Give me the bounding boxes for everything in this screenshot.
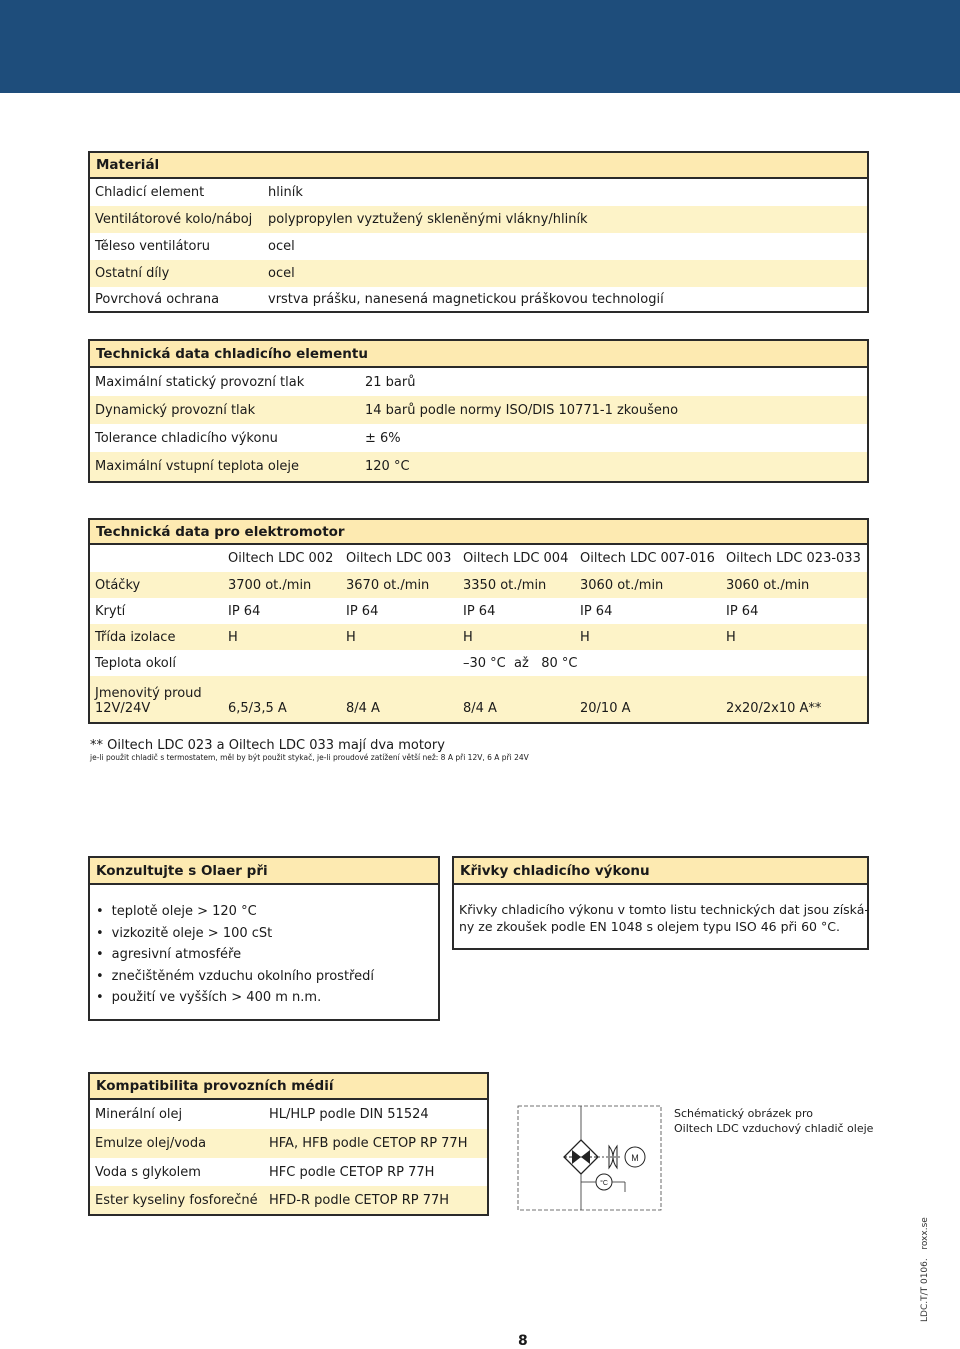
cooler-title: Technická data chladicího elementu (90, 341, 867, 368)
table-row (90, 368, 867, 396)
page-number: 8 (518, 1333, 528, 1349)
row-label: Povrchová ochrana (95, 291, 220, 307)
row-label: Dynamický provozní tlak (95, 402, 256, 418)
row-label: Krytí (95, 603, 126, 619)
table-row (90, 1100, 487, 1129)
cell: IP 64 (580, 603, 613, 619)
motor-title: Technická data pro elektromotor (90, 520, 867, 545)
row-value: ± 6% (365, 430, 401, 446)
list-item: • znečištěném vzduchu okolního prostředí (96, 966, 438, 988)
cell: 3670 ot./min (346, 577, 430, 593)
row-value: hliník (268, 185, 303, 200)
row-label: Ostatní díly (95, 266, 170, 281)
column-header: Oiltech LDC 023-033 (726, 551, 861, 566)
row-value: HFA, HFB podle CETOP RP 77H (269, 1136, 468, 1151)
row-label: Voda s glykolem (95, 1164, 201, 1180)
table-row (90, 287, 867, 311)
row-label: Otáčky (95, 577, 141, 593)
column-header: Oiltech LDC 003 (346, 551, 452, 566)
row-value: HL/HLP podle DIN 51524 (269, 1107, 429, 1122)
list-item: • teplotě oleje > 120 °C (96, 901, 438, 923)
row-label: Chladicí element (95, 185, 205, 200)
cell: 3060 ot./min (726, 577, 810, 593)
cell: H (463, 629, 473, 645)
cell: 3700 ot./min (228, 577, 312, 593)
table-row (90, 572, 867, 598)
row-value: ocel (268, 266, 295, 281)
cooler-data-table (88, 339, 869, 483)
row-label: Emulze olej/voda (95, 1136, 207, 1151)
row-value: HFC podle CETOP RP 77H (269, 1164, 435, 1180)
row-label: Minerální olej (95, 1107, 183, 1122)
table-row (90, 396, 867, 424)
cell: H (346, 629, 356, 645)
row-value: HFD-R podle CETOP RP 77H (269, 1192, 450, 1208)
cell: 2x20/2x10 A** (726, 701, 822, 716)
hydraulic-schematic (515, 1100, 665, 1215)
cell: IP 64 (463, 603, 496, 619)
row-label: Tolerance chladicího výkonu (95, 430, 278, 446)
row-label: Těleso ventilátoru (95, 239, 211, 254)
consult-title: Konzultujte s Olaer při (90, 858, 438, 885)
cell: H (580, 629, 590, 645)
row-value: 120 °C (365, 459, 410, 474)
cell: 8/4 A (346, 701, 380, 716)
consult-list (90, 901, 438, 1009)
motor-symbol: M (631, 1153, 639, 1163)
row-value: 14 barů podle normy ISO/DIS 10771-1 zkoušeno (365, 402, 679, 418)
row-label: Ester kyseliny fosforečné (95, 1192, 258, 1208)
footnote-main: ** Oiltech LDC 023 a Oiltech LDC 033 mají dva motory (90, 738, 445, 753)
list-item: • vizkozitě oleje > 100 cSt (96, 923, 438, 945)
cell: 20/10 A (580, 701, 631, 716)
column-header: Oiltech LDC 007-016 (580, 551, 715, 566)
row-label: Maximální vstupní teplota oleje (95, 459, 300, 474)
compat-title: Kompatibilita provozních médií (90, 1074, 487, 1100)
row-label: Jmenovitý proud 12V/24V (95, 686, 202, 716)
row-label: Teplota okolí (95, 655, 176, 671)
cell: H (726, 629, 736, 645)
document-code: LDC.T/T 0106. roxx.se (920, 1217, 930, 1322)
table-row (90, 452, 867, 481)
list-item: • použití ve vyšších > 400 m n.m. (96, 987, 438, 1009)
header-band (0, 0, 960, 93)
footnote-small: je-li použit chladič s termostatem, měl by být použit stykač, je-li proudové zatížení větší než: 8 A při 12V, 6 A při 24V (90, 753, 529, 762)
table-row (90, 1129, 487, 1158)
cell: –30 °C až 80 °C (463, 655, 578, 671)
column-header: Oiltech LDC 004 (463, 551, 569, 566)
table-row (90, 1186, 487, 1214)
table-row (90, 650, 867, 676)
row-label: Třída izolace (95, 629, 176, 645)
table-row (90, 1158, 487, 1186)
curves-box (452, 856, 869, 950)
cell: 3350 ot./min (463, 577, 547, 593)
footnote (90, 738, 870, 763)
curves-title: Křivky chladicího výkonu (454, 858, 867, 885)
row-label: Maximální statický provozní tlak (95, 374, 305, 390)
table-row (90, 233, 867, 260)
cell: IP 64 (346, 603, 379, 619)
material-title: Materiál (90, 153, 867, 179)
table-row (90, 624, 867, 650)
cell: 8/4 A (463, 701, 497, 716)
table-row (90, 260, 867, 287)
material-table (88, 151, 869, 313)
curves-text: Křivky chladicího výkonu v tomto listu technických dat jsou získá- ny ze zkoušek podle EN 1048 s olejem typu ISO 46 při 60 °C. (459, 902, 869, 934)
cell: IP 64 (228, 603, 261, 619)
cell: 6,5/3,5 A (228, 701, 287, 716)
table-row (90, 598, 867, 624)
row-value: 21 barů (365, 374, 416, 390)
cell: IP 64 (726, 603, 759, 619)
column-header: Oiltech LDC 002 (228, 551, 334, 566)
row-value: polypropylen vyztužený skleněnými vlákny/hliník (268, 212, 588, 227)
consult-box (88, 856, 440, 1021)
table-row (90, 424, 867, 452)
table-row (90, 179, 867, 206)
row-label: Ventilátorové kolo/náboj (95, 212, 253, 227)
motor-data-table (88, 518, 869, 724)
table-row (90, 206, 867, 233)
cell: 3060 ot./min (580, 577, 664, 593)
row-value: vrstva prášku, nanesená magnetickou práškovou technologií (268, 291, 664, 307)
list-item: • agresivní atmosféře (96, 944, 438, 966)
table-header-row (90, 545, 867, 572)
compat-table (88, 1072, 489, 1216)
cell: H (228, 629, 238, 645)
table-row (90, 676, 867, 722)
row-value: ocel (268, 239, 295, 254)
schematic-caption: Schématický obrázek pro Oiltech LDC vzduchový chladič oleje (674, 1107, 874, 1135)
thermostat-symbol: °C (600, 1180, 608, 1187)
